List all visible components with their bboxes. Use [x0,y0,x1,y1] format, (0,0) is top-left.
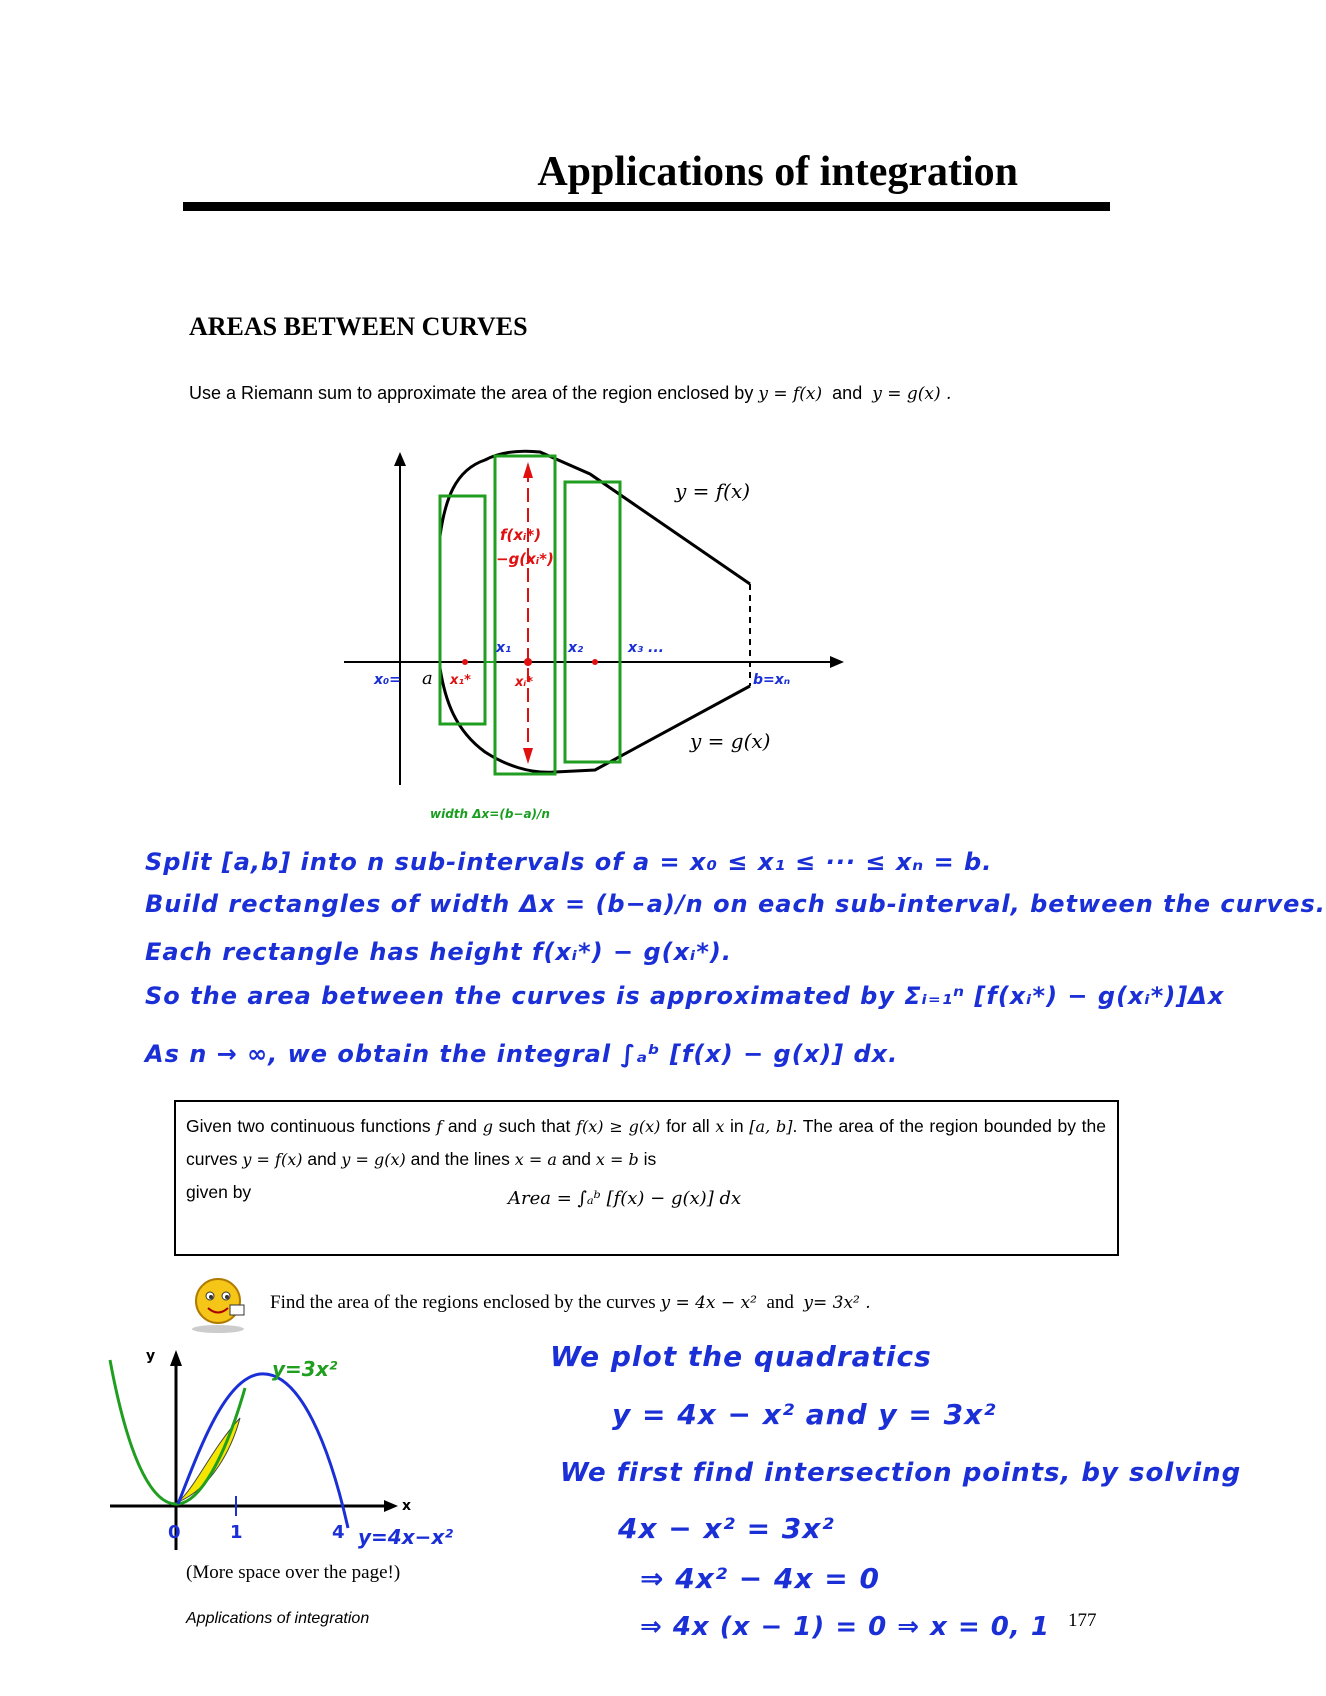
intro-and: and [832,383,863,403]
theorem-and: and [447,1116,478,1136]
theorem-g: g [482,1117,493,1136]
work-line-1: We plot the quadratics [550,1340,932,1373]
label-x2: x₂ [568,640,584,656]
theorem-text-2: such that [498,1116,571,1136]
work-line-6: ⇒ 4x (x − 1) = 0 ⇒ x = 0, 1 [640,1612,1050,1642]
label-a: a [422,668,433,689]
label-x0: x₀= [374,672,401,688]
label-height2: −g(xᵢ*) [496,550,554,568]
theorem-interval: [a, b] [749,1117,793,1136]
intro-f: y = f(x) [758,384,823,404]
note-line-2: Build rectangles of width Δx = (b−a)/n on each sub-interval, between the curves. [145,890,1326,918]
note-line-1: Split [a,b] into n sub-intervals of a = x₀ ≤ x₁ ≤ ··· ≤ xₙ = b. [145,848,993,876]
intro-text: Use a Riemann sum to approximate the area of the region enclosed by [189,383,754,403]
theorem-condition: f(x) ≥ g(x) [576,1117,661,1136]
note-line-5: As n → ∞, we obtain the integral ∫ₐᵇ [f(x) − g(x)] dx. [145,1040,899,1068]
question-curve1: y = 4x − x² [660,1293,757,1313]
question-and: and [766,1292,794,1313]
work-line-5: ⇒ 4x² − 4x = 0 [640,1562,880,1595]
question-text: Find the area of the regions enclosed by the curves [270,1292,656,1313]
theorem-text-3: for all [666,1116,710,1136]
intro-sentence [189,383,951,404]
tick-1: 1 [230,1522,243,1543]
theorem-text-1: Given two continuous functions [186,1116,431,1136]
question [270,1292,871,1314]
section-heading: AREAS BETWEEN CURVES [189,312,528,341]
theorem-in: in [730,1116,744,1136]
note-line-4: So the area between the curves is approximated by Σᵢ₌₁ⁿ [f(xᵢ*) − g(xᵢ*)]Δx [145,982,1225,1010]
label-under: width Δx=(b−a)/n [430,807,550,821]
theorem-text-4: . The area of [792,1116,894,1136]
label-f: y = f(x) [675,479,751,503]
theorem-yf: y = f(x) [242,1150,303,1169]
work-line-3: We first find intersection points, by solving [560,1458,1242,1488]
theorem-x: x [715,1117,725,1136]
axis-y-label: y [146,1348,156,1364]
title-rule [183,202,1110,211]
label-height: f(xᵢ*) [500,526,542,544]
intro-g: y = g(x) . [872,384,952,404]
parabola-sketch [100,1338,520,1560]
theorem-and-3: and [561,1149,592,1169]
label-xs1: x₁* [450,673,471,688]
theorem-and-2: and [307,1149,337,1169]
tick-0: 0 [168,1522,181,1543]
theorem-xa: x = a [514,1150,557,1169]
theorem-yg: y = g(x) [341,1150,406,1169]
label-x1: x₁ [496,640,512,656]
area-formula: Area = ∫ₐᵇ [f(x) − g(x)] dx [508,1188,742,1209]
tick-4: 4 [332,1522,345,1543]
theorem-xb: x = b [595,1150,639,1169]
theorem-is: is [643,1149,657,1169]
axis-x-label: x [402,1498,412,1514]
label-xs2: xᵢ* [515,675,534,690]
theorem-text-5: the region bounded by the curves [186,1116,1106,1169]
label-x3: x₃ ... [628,640,664,656]
more-space-note: (More space over the page!) [186,1562,401,1583]
label-g: y = g(x) [690,729,771,753]
question-curve2: y= 3x² . [803,1293,871,1313]
page-number: 177 [1068,1610,1097,1631]
riemann-diagram [330,440,850,840]
page-title: Applications of integration [537,149,1018,195]
theorem-f: f [436,1117,443,1136]
theorem-text-7: given by [186,1182,252,1202]
work-line-4: 4x − x² = 3x² [618,1512,835,1545]
theorem-text-6: and the lines [410,1149,510,1169]
work-line-2: y = 4x − x² and y = 3x² [612,1398,997,1431]
label-4x-x2: y=4x−x² [358,1525,454,1549]
footer-running-title: Applications of integration [186,1610,370,1627]
smiley-icon [184,1275,252,1333]
label-3x2: y=3x² [272,1357,338,1381]
note-line-3: Each rectangle has height f(xᵢ*) − g(xᵢ*). [145,938,733,966]
label-b: b=xₙ [753,672,791,688]
